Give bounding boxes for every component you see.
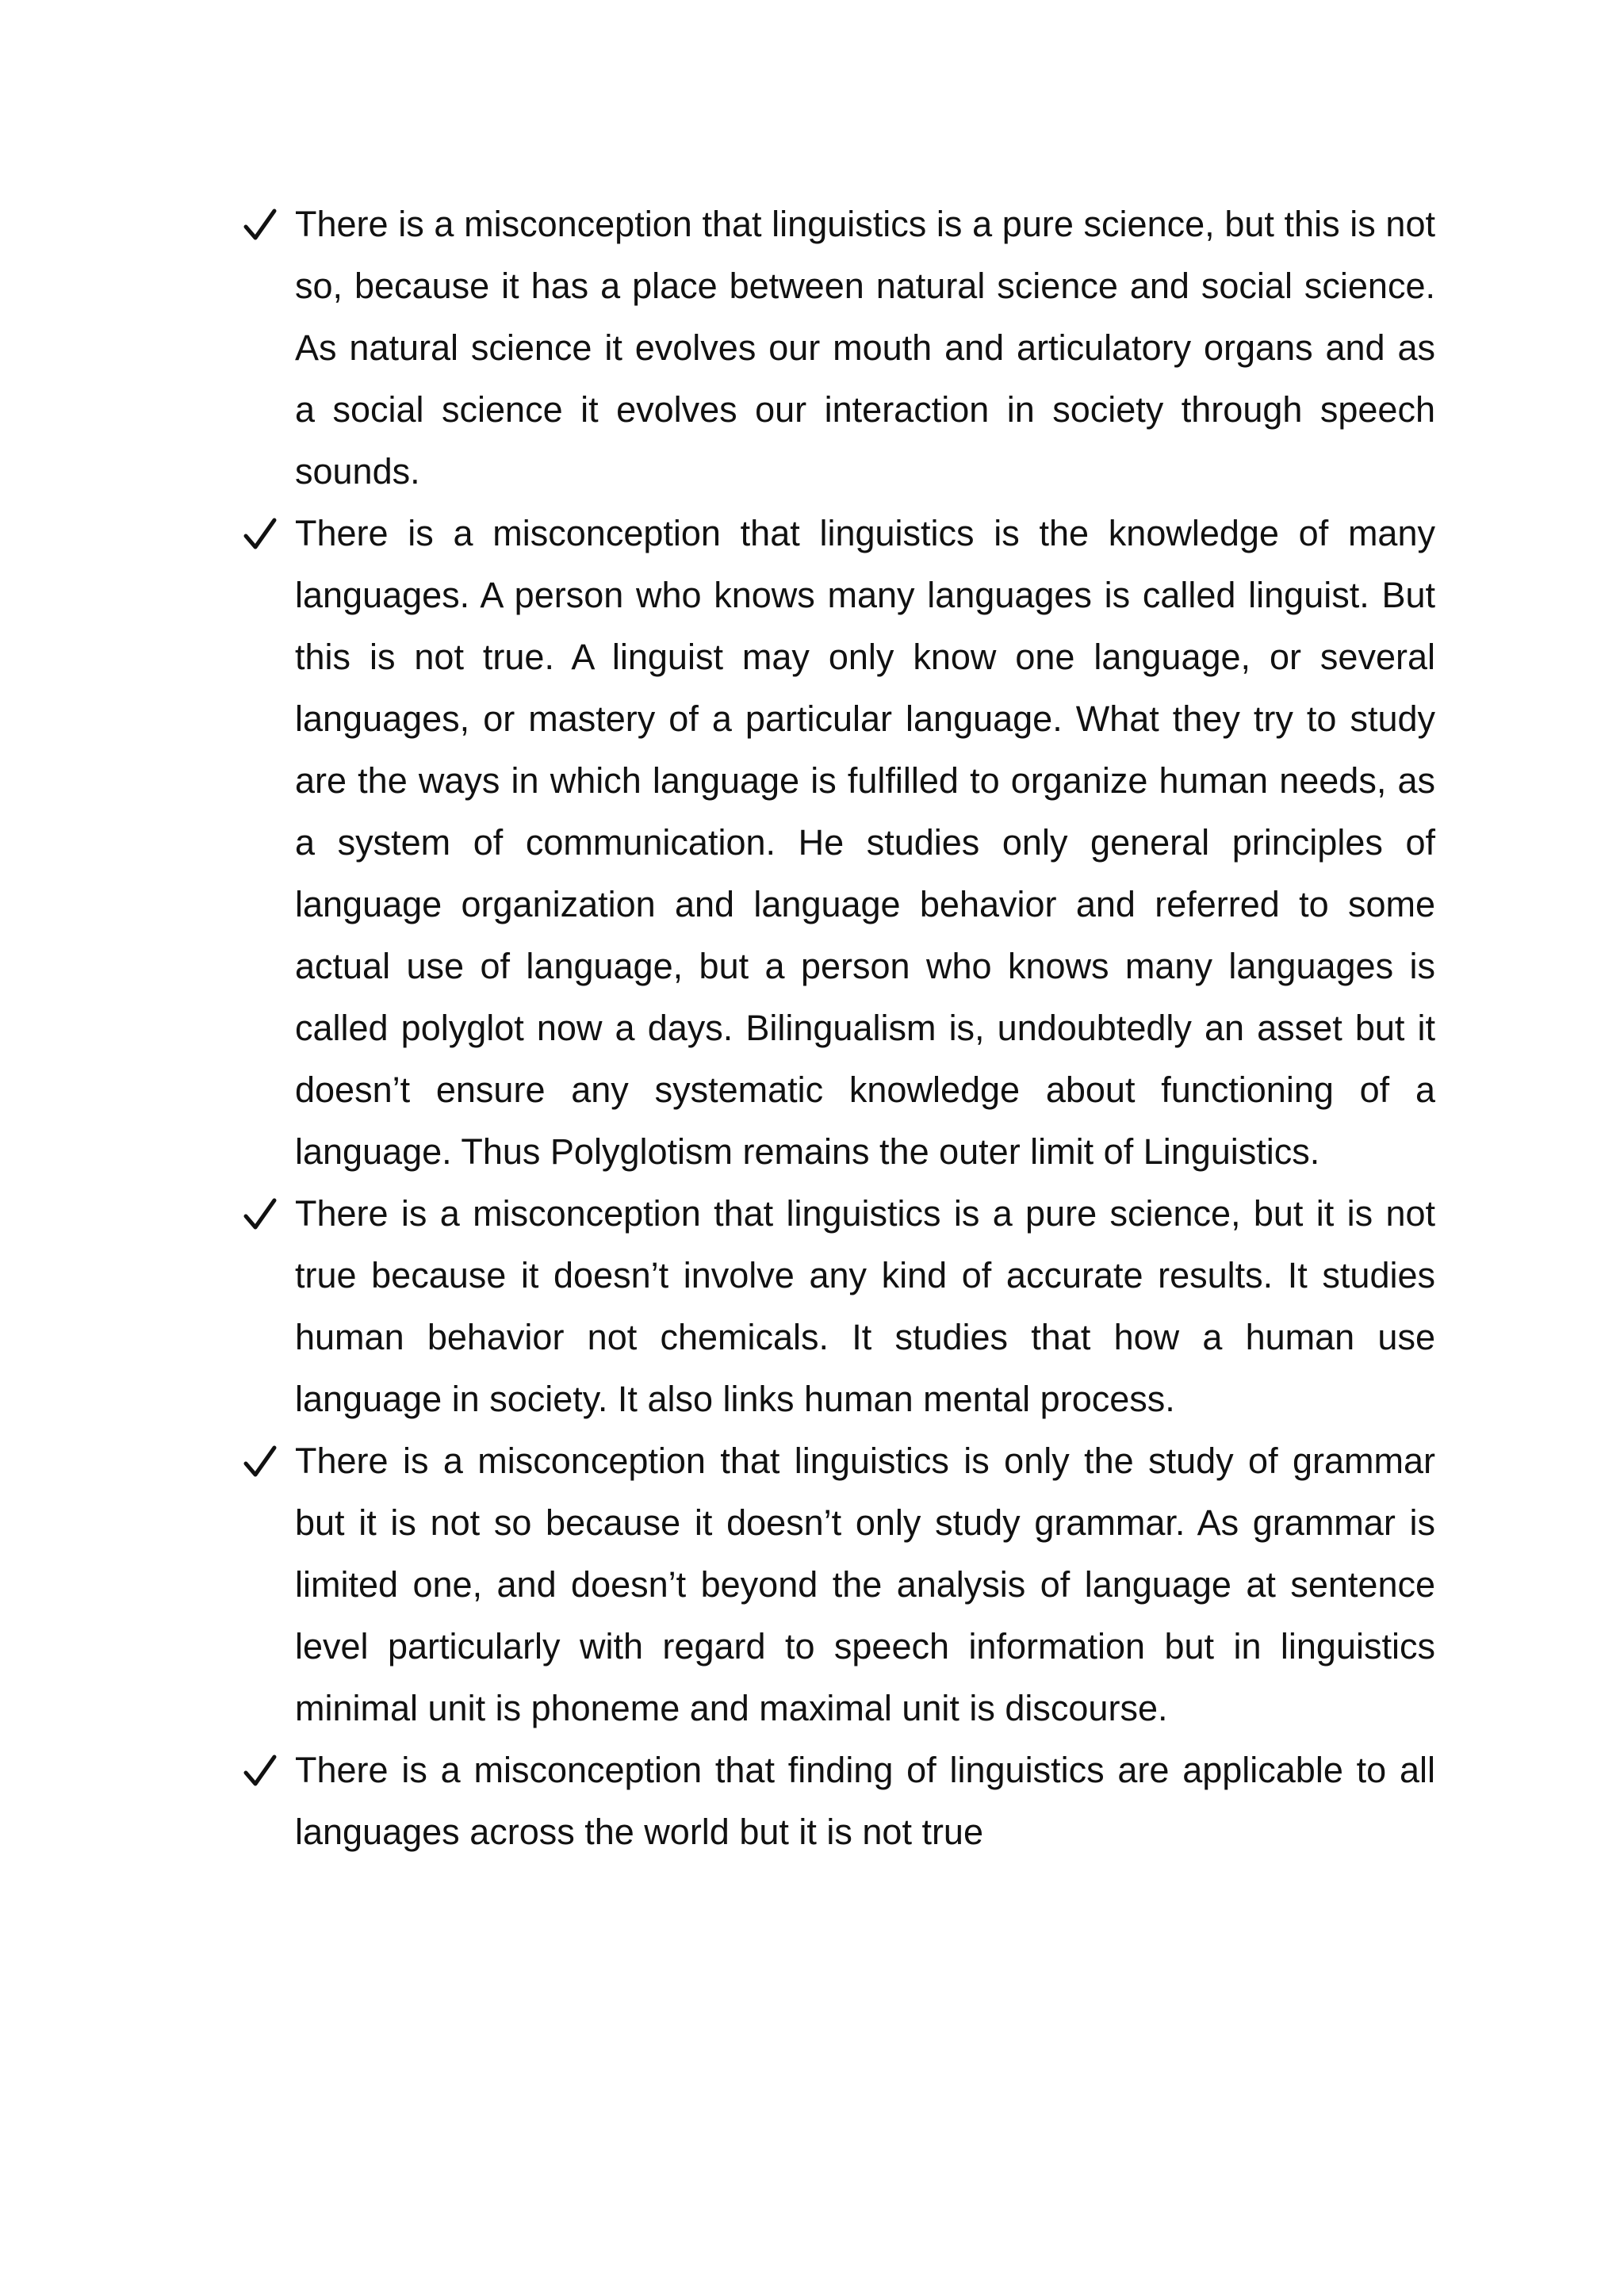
list-item-text: There is a misconception that linguistics is only the study of grammar but it is not so because it doesn’t only study grammar. As grammar is limited one, and doesn’t beyond the analysis of language at sentence level particularly with regard to speech information but in linguistics minimal unit is phoneme and maximal unit is discourse. [295,1441,1435,1728]
check-icon [241,1739,279,1801]
list-item [238,1739,1435,1863]
list-item-text: There is a misconception that linguistics is a pure science, but it is not true because it doesn’t involve any kind of accurate results. It studies human behavior not chemicals. It studies that how a human use language in society. It also links human mental process. [295,1193,1435,1419]
check-icon [241,193,279,255]
list-item [238,1430,1435,1739]
list-item-text: There is a misconception that linguistics is a pure science, but this is not so, because it has a place between natural science and social science. As natural science it evolves our mouth and articulatory organs and as a social science it evolves our interaction in society through speech sounds. [295,204,1435,492]
check-icon [241,503,279,564]
misconceptions-list [238,193,1435,1863]
check-icon [241,1183,279,1245]
check-icon [241,1430,279,1492]
list-item [238,193,1435,503]
list-item-text: There is a misconception that linguistics is the knowledge of many languages. A person who knows many languages is called linguist. But this is not true. A linguist may only know one language, or several languages, or mastery of a particular language. What they try to study are the ways in which language is fulfilled to organize human needs, as a system of communication. He studies only general principles of language organization and language behavior and referred to some actual use of language, but a person who knows many languages is called polyglot now a days. Bilingualism is, undoubtedly an asset but it doesn’t ensure any systematic knowledge about functioning of a language. Thus Polyglotism remains the outer limit of Linguistics. [295,513,1435,1172]
list-item-text: There is a misconception that finding of linguistics are applicable to all languages across the world but it is not true [295,1750,1435,1852]
list-item [238,1183,1435,1430]
list-item [238,503,1435,1183]
